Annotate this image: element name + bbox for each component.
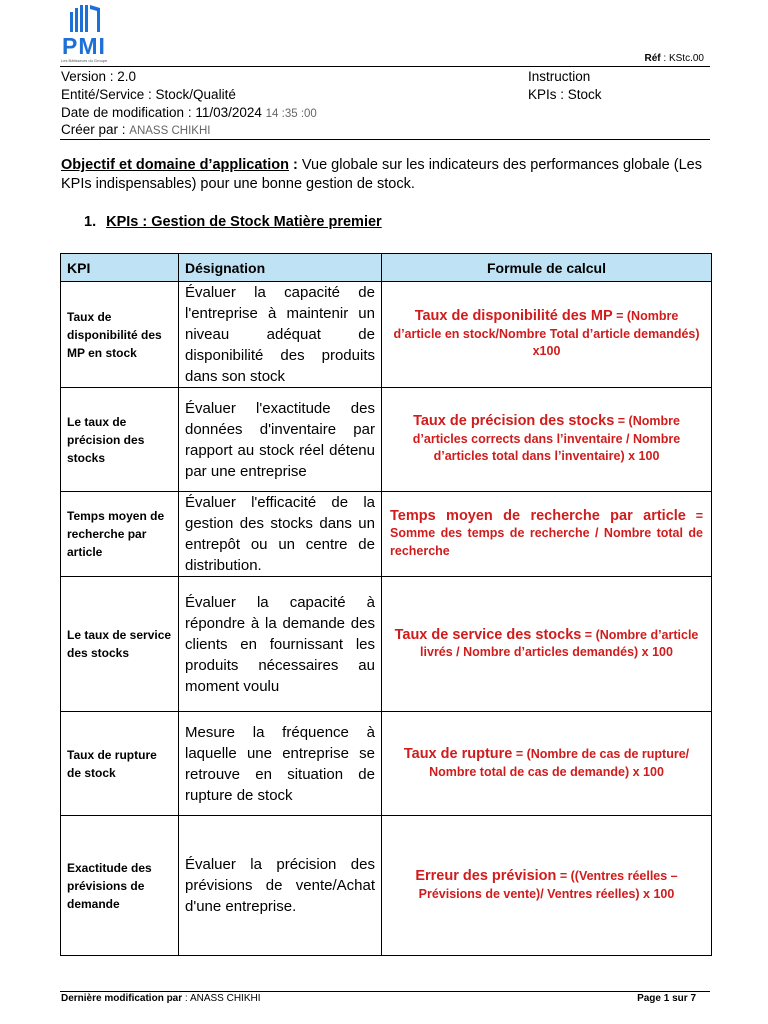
objective-text: Vue globale sur les indicateurs des performances globale (Les KPIs indispensables) pour une bonne gestion de stock. — [61, 157, 702, 192]
footer-modified-by: Dernière modification par : ANASS CHIKHI — [61, 993, 261, 1004]
table-header-row — [61, 254, 712, 282]
created-by: Créer par : ANASS CHIKHI — [61, 122, 211, 137]
kpi-designation: Évaluer l'efficacité de la gestion des stocks dans un entrepôt ou un centre de distribution. — [179, 492, 382, 577]
table-row — [61, 712, 712, 816]
kpi-formula: Taux de disponibilité des MP = (Nombre d’article en stock/Nombre Total d’article demandés) x100 — [382, 282, 712, 388]
header-designation: Désignation — [179, 254, 382, 282]
kpi-formula: Temps moyen de recherche par article = Somme des temps de recherche / Nombre total de recherche — [382, 492, 712, 577]
header-top-rule — [60, 66, 710, 67]
header-bottom-rule — [60, 139, 710, 140]
kpi-formula: Taux de service des stocks = (Nombre d’article livrés / Nombre d’articles demandés) x 100 — [382, 577, 712, 712]
entity-service: Entité/Service : Stock/Qualité — [61, 87, 236, 102]
kpi-name: Taux de rupture de stock — [61, 712, 179, 816]
instruction-label: Instruction — [528, 69, 591, 84]
kpi-formula: Taux de précision des stocks = (Nombre d’articles corrects dans l’inventaire / Nombre d’articles total dans l’inventaire) x 100 — [382, 388, 712, 492]
instruction-subject: KPIs : Stock — [528, 87, 602, 102]
logo-subtitle: Les Bâtisseurs du Groupe — [61, 58, 108, 63]
objective-paragraph: Objectif et domaine d’application : Vue globale sur les indicateurs des performances globale (Les KPIs indispensables) pour une bonne gestion de stock. — [61, 157, 702, 192]
table-row — [61, 577, 712, 712]
kpi-designation: Évaluer la précision des prévisions de vente/Achat d'une entreprise. — [179, 816, 382, 956]
kpi-designation: Évaluer l'exactitude des données d'inventaire par rapport au stock réel détenu par une entreprise — [179, 388, 382, 492]
kpi-name: Le taux de précision des stocks — [61, 388, 179, 492]
document-reference: Réf : KStc.00 — [644, 53, 704, 64]
kpi-name: Le taux de service des stocks — [61, 577, 179, 712]
logo-text: PMI — [62, 33, 106, 59]
kpi-formula: Erreur des prévision = ((Ventres réelles – Prévisions de vente)/ Ventres réelles) x 100 — [382, 816, 712, 956]
table-row — [61, 816, 712, 956]
version: Version : 2.0 — [61, 69, 137, 84]
table-row — [61, 492, 712, 577]
kpi-name: Taux de disponibilité des MP en stock — [61, 282, 179, 388]
footer-rule — [60, 991, 710, 992]
modification-date: Date de modification : 11/03/2024 14 :35 :00 — [61, 105, 317, 120]
header-kpi: KPI — [61, 254, 179, 282]
table-row — [61, 282, 712, 388]
table-row — [61, 388, 712, 492]
kpi-designation: Évaluer la capacité à répondre à la demande des clients en fournissant les produits nécessaires au moment voulu — [179, 577, 382, 712]
kpi-designation: Évaluer la capacité de l'entreprise à maintenir un niveau adéquat de disponibilité des produits dans son stock — [179, 282, 382, 388]
header-formula: Formule de calcul — [382, 254, 712, 282]
kpi-name: Exactitude des prévisions de demande — [61, 816, 179, 956]
objective-label: Objectif et domaine d’application — [61, 157, 289, 173]
kpi-table — [60, 253, 712, 956]
section-title: 1. KPIs : Gestion de Stock Matière premier — [84, 214, 382, 230]
kpi-formula: Taux de rupture = (Nombre de cas de rupture/ Nombre total de cas de demande) x 100 — [382, 712, 712, 816]
page-number: Page 1 sur 7 — [637, 993, 696, 1004]
kpi-name: Temps moyen de recherche par article — [61, 492, 179, 577]
kpi-designation: Mesure la fréquence à laquelle une entreprise se retrouve en situation de rupture de stock — [179, 712, 382, 816]
